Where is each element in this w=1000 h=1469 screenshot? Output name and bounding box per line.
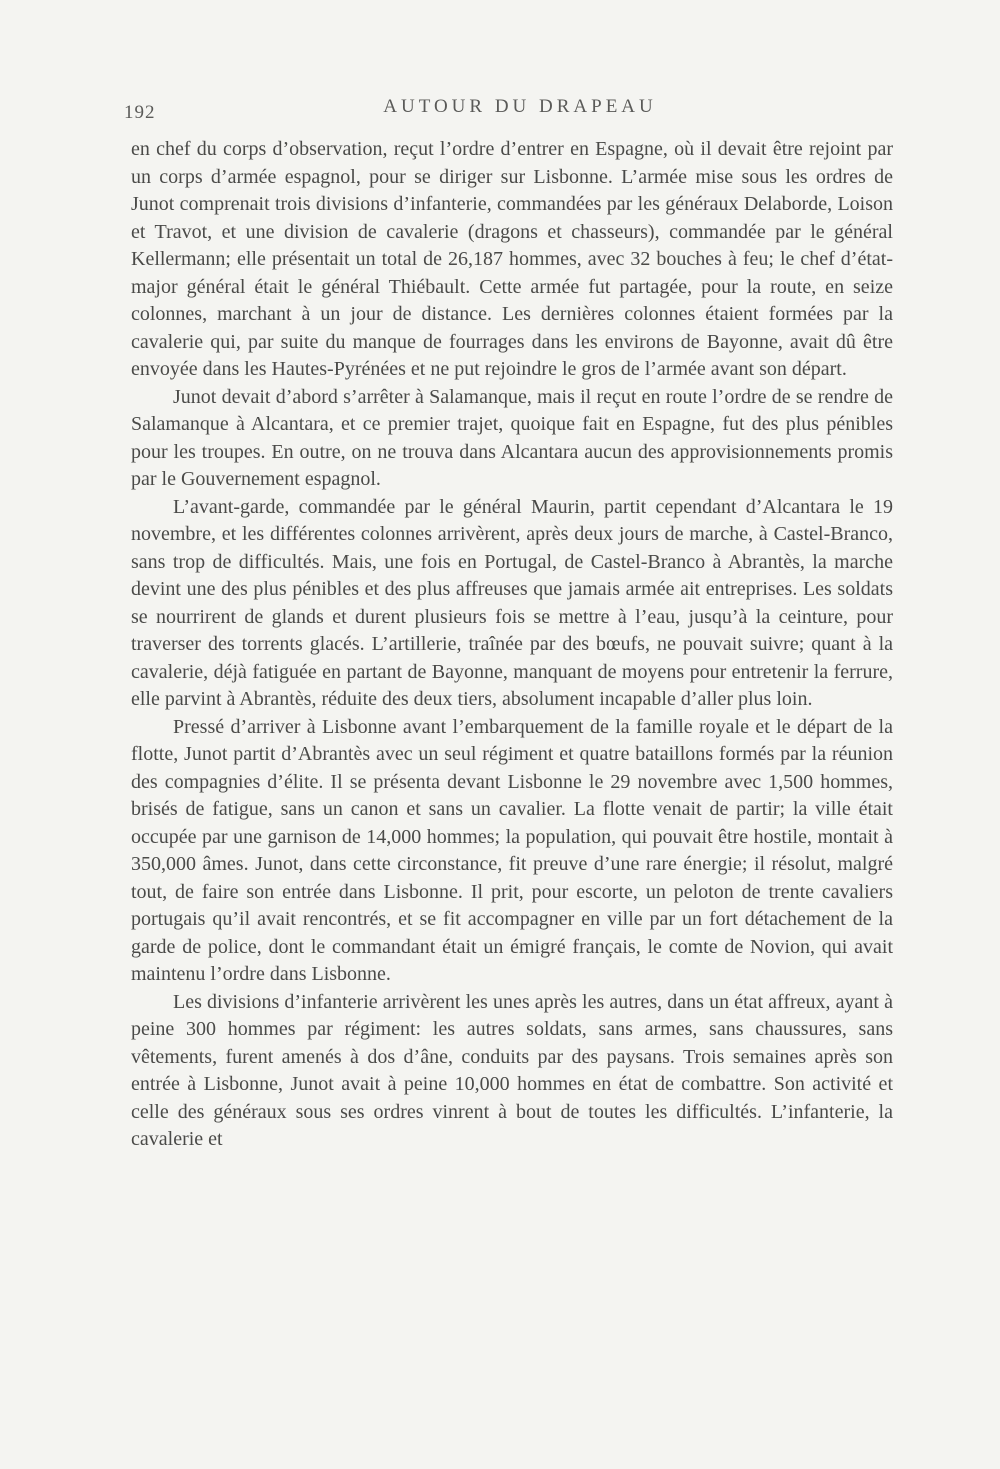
body-text xyxy=(131,136,893,1154)
running-title: AUTOUR DU DRAPEAU xyxy=(383,96,657,117)
page-number: 192 xyxy=(124,102,156,123)
paragraph-5: Les divisions d’infanterie arrivèrent les unes après les autres, dans un état affreux, ayant à peine 300 hommes par régiment: les autres soldats, sans armes, sans chaussures, sans vêtements, furent amenés à dos d’âne, conduits par des paysans. Trois semaines après son entrée à Lisbonne, Junot avait à peine 10,000 hommes en état de combattre. Son activité et celle des généraux sous ses ordres vinrent à bout de toutes les difficultés. L’infanterie, la cavalerie et xyxy=(131,990,893,1150)
paragraph-1: en chef du corps d’observation, reçut l’ordre d’entrer en Espagne, où il devait être rejoint par un corps d’armée espagnol, pour se diriger sur Lisbonne. L’armée mise sous les ordres de Junot comprenait trois divisions d’infanterie, commandées par les généraux Delaborde, Loison et Travot, et une division de cavalerie (dragons et chasseurs), commandée par le général Kellermann; elle présentait un total de 26,187 hommes, avec 32 bouches à feu; le chef d’état-major général était le général Thiébault. Cette armée fut partagée, pour la route, en seize colonnes, marchant à un jour de distance. Les dernières colonnes étaient formées par la cavalerie qui, par suite du manque de fourrages dans les environs de Bayonne, avait dû être envoyée dans les Hautes-Pyrénées et ne put rejoindre le gros de l’armée avant son départ. xyxy=(131,138,893,380)
page-header xyxy=(124,96,900,126)
paragraph-3: L’avant-garde, commandée par le général Maurin, partit cependant d’Alcantara le 19 novembre, et les différentes colonnes arrivèrent, après deux jours de marche, à Castel-Branco, sans trop de difficultés. Mais, une fois en Portugal, de Castel-Branco à Abrantès, la marche devint une des plus pénibles et des plus affreuses que jamais armée ait entreprises. Les soldats se nourrirent de glands et durent plusieurs fois se mettre à l’eau, jusqu’à la ceinture, pour traverser des torrents glacés. L’artillerie, traînée par des bœufs, ne pouvait suivre; quant à la cavalerie, déjà fatiguée en partant de Bayonne, manquant de moyens pour entretenir la ferrure, elle parvint à Abrantès, réduite des deux tiers, absolument incapable d’aller plus loin. xyxy=(131,495,893,710)
paragraph-2: Junot devait d’abord s’arrêter à Salamanque, mais il reçut en route l’ordre de se rendre de Salamanque à Alcantara, et ce premier trajet, quoique fait en Espagne, fut des plus pénibles pour les troupes. En outre, on ne trouva dans Alcantara aucun des approvisionnements promis par le Gouvernement espagnol. xyxy=(131,385,893,490)
paragraph-4: Pressé d’arriver à Lisbonne avant l’embarquement de la famille royale et le départ de la flotte, Junot partit d’Abrantès avec un seul régiment et quatre bataillons formés par la réunion des compagnies d’élite. Il se présenta devant Lisbonne le 29 novembre avec 1,500 hommes, brisés de fatigue, sans un canon et sans un cavalier. La flotte venait de partir; la ville était occupée par une garnison de 14,000 hommes; la population, qui pouvait être hostile, montait à 350,000 âmes. Junot, dans cette circonstance, fit preuve d’une rare énergie; il résolut, malgré tout, de faire son entrée dans Lisbonne. Il prit, pour escorte, un peloton de trente cavaliers portugais qu’il avait rencontrés, et se fit accompagner en ville par un fort détachement de la garde de police, dont le commandant était un émigré français, le comte de Novion, qui avait maintenu l’ordre dans Lisbonne. xyxy=(131,715,893,985)
